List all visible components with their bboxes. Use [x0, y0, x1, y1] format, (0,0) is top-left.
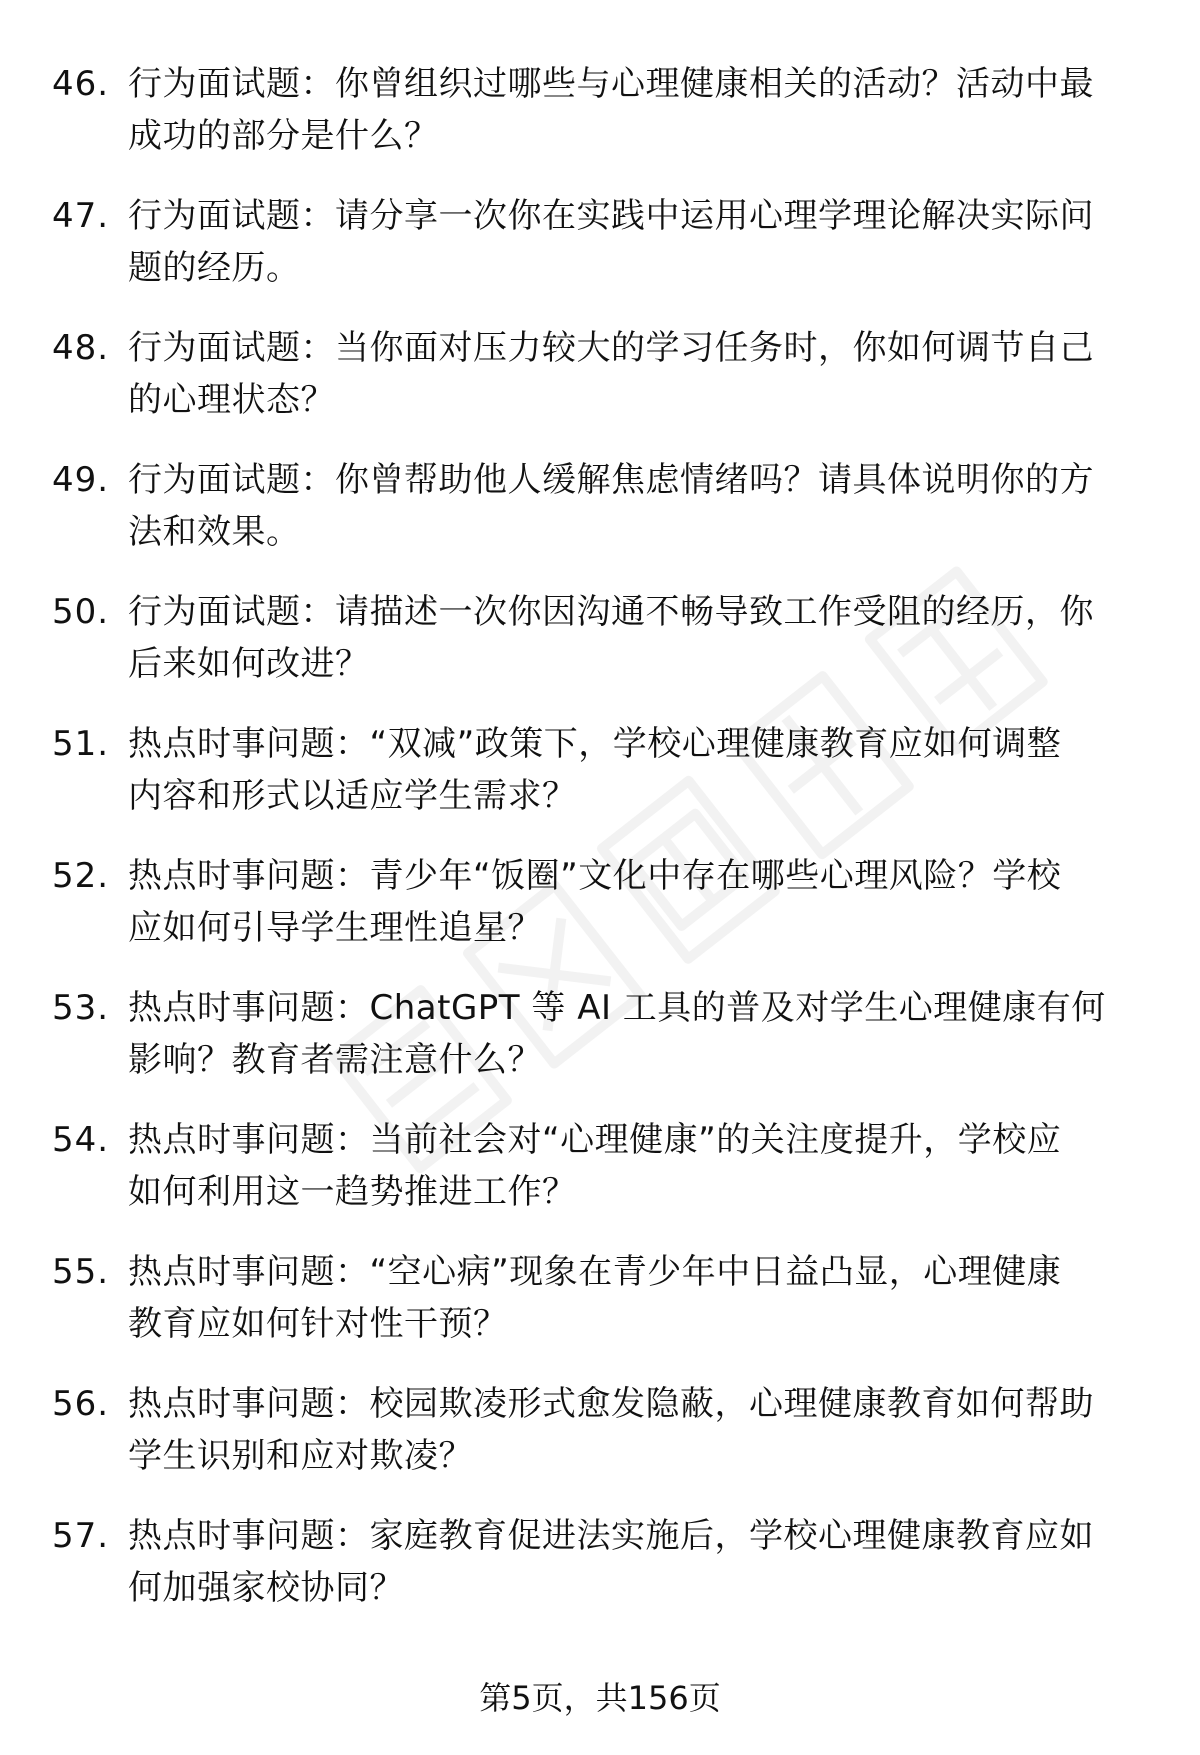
- question-text: [128, 718, 1138, 822]
- question-number: 56.: [52, 1384, 110, 1424]
- question-item: [0, 322, 1200, 454]
- question-text: [128, 58, 1138, 162]
- question-item: [0, 454, 1200, 586]
- question-text: [128, 1510, 1138, 1614]
- question-number: 50.: [52, 592, 110, 632]
- question-line: 行为面试题：你曾帮助他人缓解焦虑情绪吗？请具体说明你的方: [128, 460, 1094, 500]
- question-line: 成功的部分是什么？: [128, 116, 439, 156]
- page-number-label: 第5页，共156页: [479, 1679, 721, 1717]
- question-text: [128, 1114, 1138, 1218]
- question-line: 如何利用这一趋势推进工作？: [128, 1172, 577, 1212]
- question-line: 行为面试题：请分享一次你在实践中运用心理学理论解决实际问: [128, 196, 1094, 236]
- question-item: [0, 1114, 1200, 1246]
- question-item: [0, 718, 1200, 850]
- question-list: [0, 58, 1200, 1642]
- question-text: [128, 982, 1138, 1086]
- question-line: 热点时事问题：ChatGPT 等 AI 工具的普及对学生心理健康有何: [128, 988, 1106, 1028]
- question-text: [128, 586, 1138, 690]
- page-footer: [0, 1676, 1200, 1720]
- question-line: 学生识别和应对欺凌？: [128, 1436, 473, 1476]
- question-line: 的心理状态？: [128, 380, 335, 420]
- question-line: 影响？教育者需注意什么？: [128, 1040, 542, 1080]
- question-line: 热点时事问题：“双减”政策下，学校心理健康教育应如何调整: [128, 724, 1062, 764]
- question-number: 52.: [52, 856, 110, 896]
- question-line: 热点时事问题：青少年“饭圈”文化中存在哪些心理风险？学校: [128, 856, 1062, 896]
- question-text: [128, 322, 1138, 426]
- question-line: 热点时事问题：当前社会对“心理健康”的关注度提升，学校应: [128, 1120, 1062, 1160]
- question-item: [0, 190, 1200, 322]
- question-line: 教育应如何针对性干预？: [128, 1304, 508, 1344]
- question-item: [0, 1510, 1200, 1642]
- question-line: 后来如何改进？: [128, 644, 370, 684]
- question-text: [128, 1246, 1138, 1350]
- question-text: [128, 190, 1138, 294]
- question-line: 行为面试题：当你面对压力较大的学习任务时，你如何调节自己: [128, 328, 1094, 368]
- question-line: 应如何引导学生理性追星？: [128, 908, 542, 948]
- question-line: 热点时事问题：“空心病”现象在青少年中日益凸显，心理健康: [128, 1252, 1062, 1292]
- question-number: 47.: [52, 196, 110, 236]
- question-line: 行为面试题：请描述一次你因沟通不畅导致工作受阻的经历，你: [128, 592, 1094, 632]
- question-line: 何加强家校协同？: [128, 1568, 404, 1608]
- question-text: [128, 850, 1138, 954]
- question-line: 题的经历。: [128, 248, 301, 288]
- question-line: 内容和形式以适应学生需求？: [128, 776, 577, 816]
- question-item: [0, 586, 1200, 718]
- question-number: 46.: [52, 64, 110, 104]
- question-item: [0, 850, 1200, 982]
- question-line: 法和效果。: [128, 512, 301, 552]
- question-number: 51.: [52, 724, 110, 764]
- question-text: [128, 1378, 1138, 1482]
- question-item: [0, 58, 1200, 190]
- question-line: 行为面试题：你曾组织过哪些与心理健康相关的活动？活动中最: [128, 64, 1094, 104]
- question-item: [0, 1378, 1200, 1510]
- question-number: 57.: [52, 1516, 110, 1556]
- question-number: 54.: [52, 1120, 110, 1160]
- question-line: 热点时事问题：家庭教育促进法实施后，学校心理健康教育应如: [128, 1516, 1094, 1556]
- question-line: 热点时事问题：校园欺凌形式愈发隐蔽，心理健康教育如何帮助: [128, 1384, 1094, 1424]
- question-item: [0, 982, 1200, 1114]
- question-number: 49.: [52, 460, 110, 500]
- question-text: [128, 454, 1138, 558]
- question-number: 55.: [52, 1252, 110, 1292]
- question-number: 48.: [52, 328, 110, 368]
- question-number: 53.: [52, 988, 110, 1028]
- question-item: [0, 1246, 1200, 1378]
